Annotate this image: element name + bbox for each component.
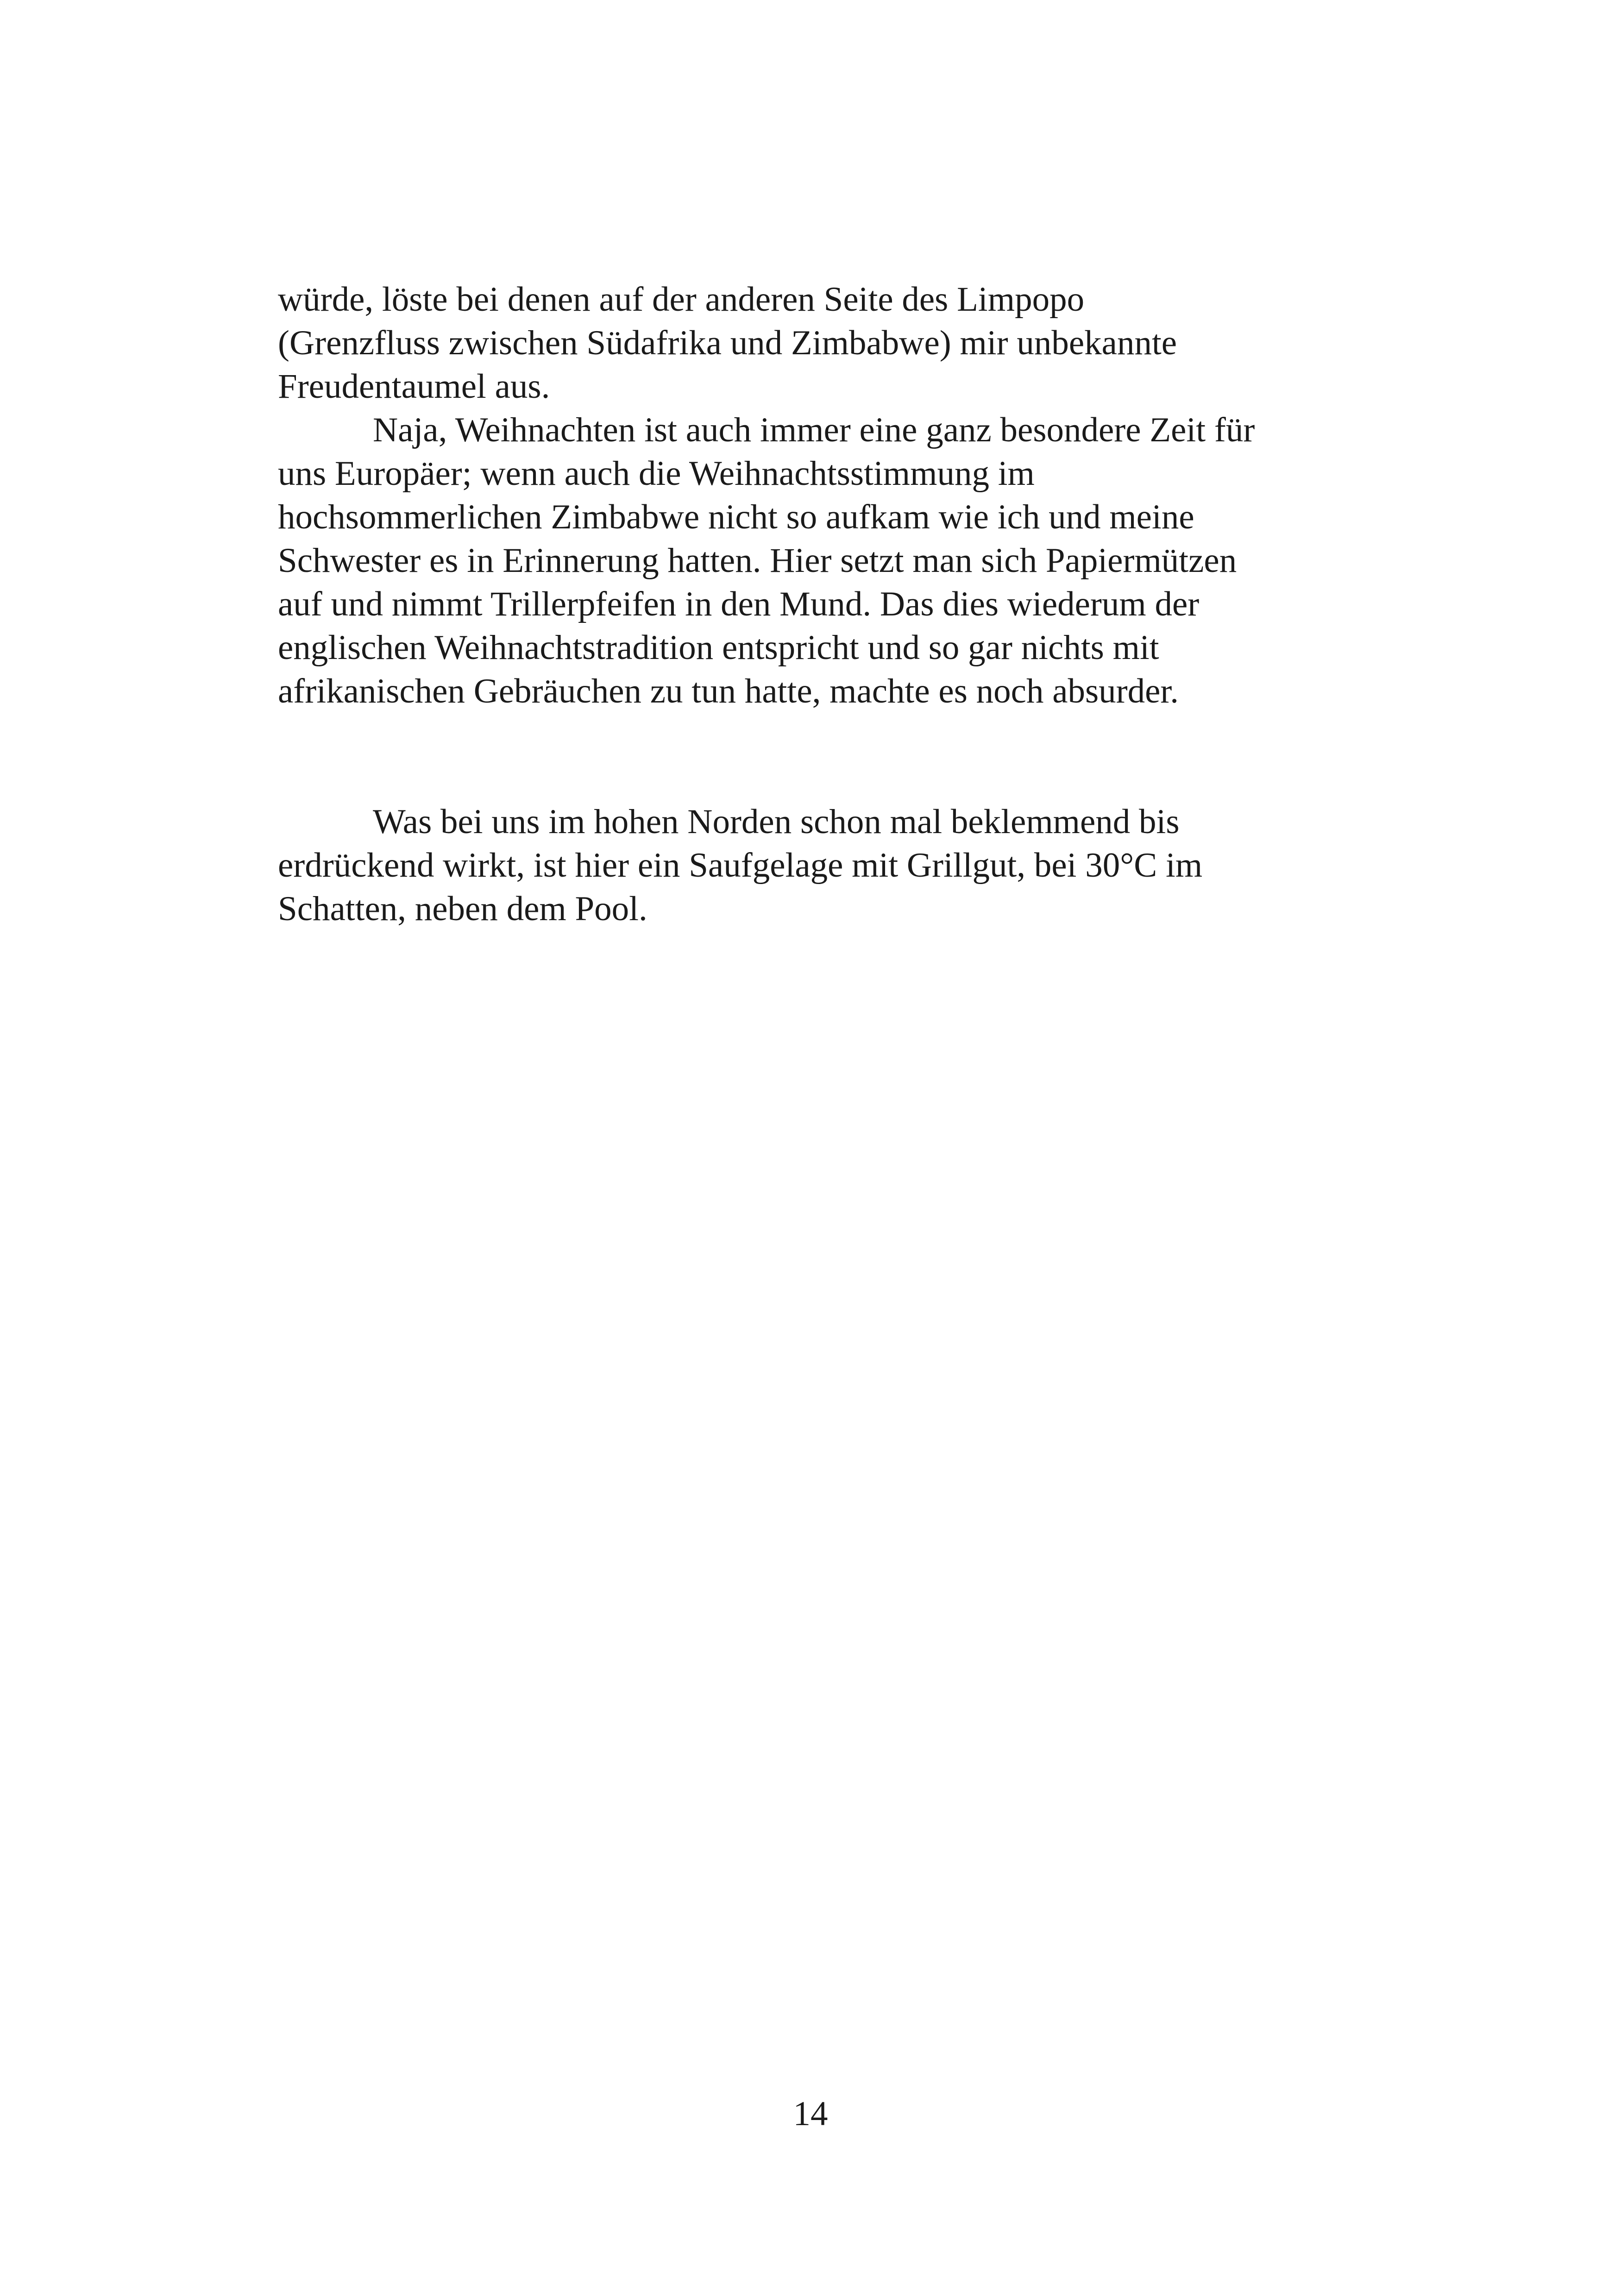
text-line: Was bei uns im hohen Norden schon mal beklemmend bis	[373, 803, 1180, 841]
paragraph-2	[278, 408, 1352, 713]
paragraph-1	[278, 278, 1352, 408]
text-line: Freudentaumel aus.	[278, 367, 550, 406]
text-line: erdrückend wirkt, ist hier ein Saufgelage mit Grillgut, bei 30°C im	[278, 846, 1203, 885]
text-line: englischen Weihnachtstradition entspricht und so gar nichts mit	[278, 628, 1159, 667]
paragraph-3	[278, 800, 1352, 931]
text-line: (Grenzfluss zwischen Südafrika und Zimbabwe) mir unbekannte	[278, 324, 1177, 362]
page-number: 14	[793, 2095, 828, 2133]
text-line: Naja, Weihnachten ist auch immer eine ganz besondere Zeit für	[373, 411, 1255, 449]
text-line: hochsommerlichen Zimbabwe nicht so aufkam wie ich und meine	[278, 498, 1194, 536]
body-text	[278, 278, 1352, 931]
text-line: afrikanischen Gebräuchen zu tun hatte, machte es noch absurder.	[278, 672, 1179, 710]
text-line: Schatten, neben dem Pool.	[278, 890, 647, 928]
text-line: Schwester es in Erinnerung hatten. Hier setzt man sich Papiermützen	[278, 541, 1237, 580]
text-line: uns Europäer; wenn auch die Weihnachtsstimmung im	[278, 454, 1035, 493]
text-line: würde, löste bei denen auf der anderen Seite des Limpopo	[278, 280, 1085, 319]
text-line: auf und nimmt Trillerpfeifen in den Mund. Das dies wiederum der	[278, 585, 1200, 623]
paragraph-spacer	[278, 713, 1352, 800]
